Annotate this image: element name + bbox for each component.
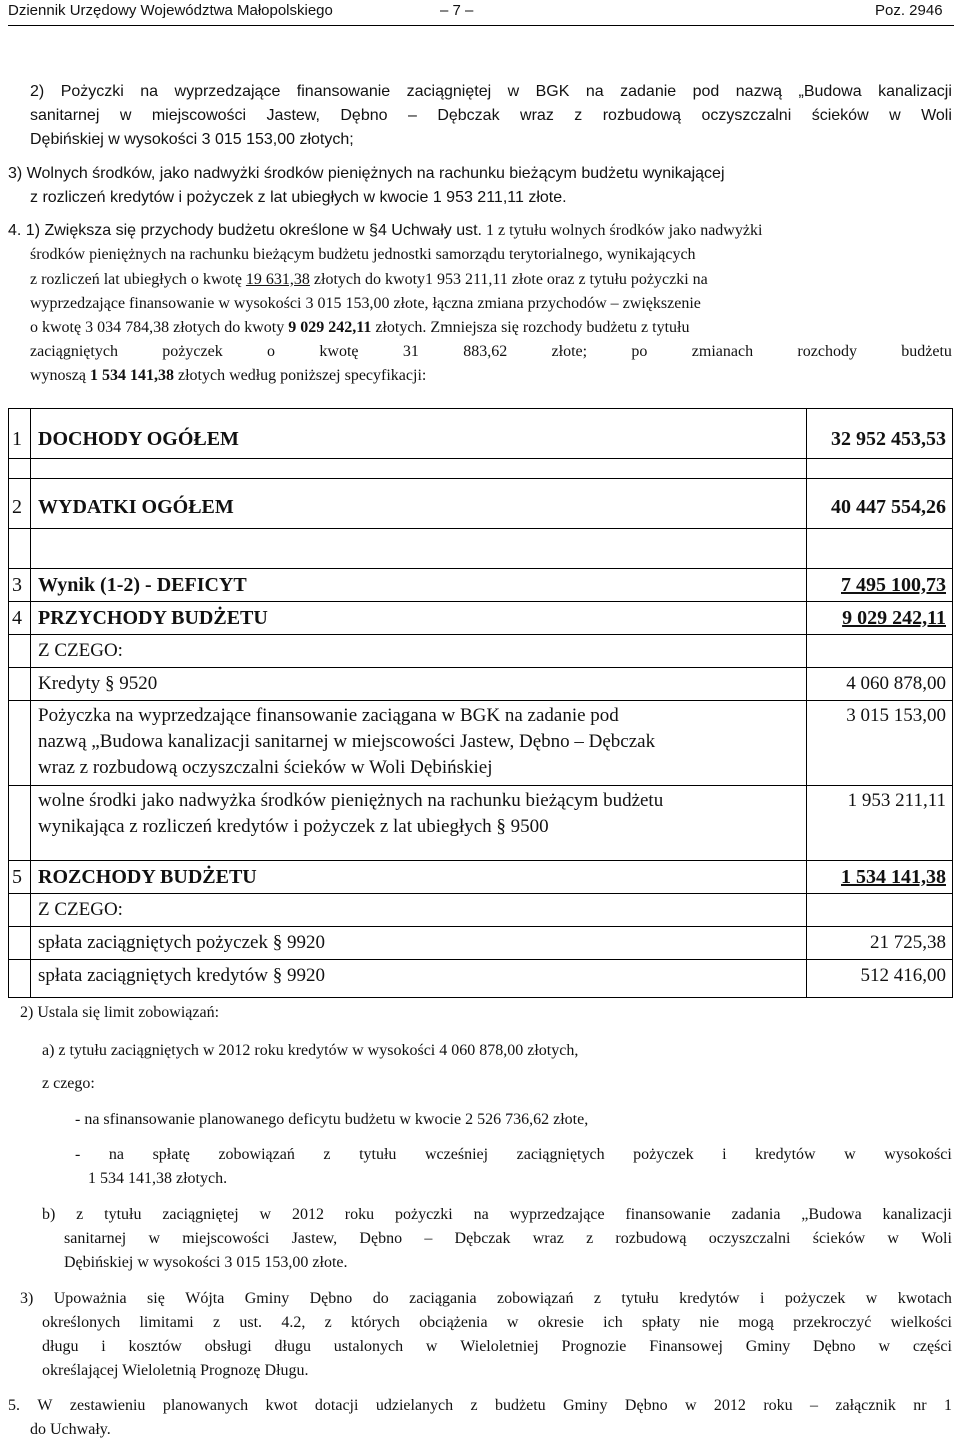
word: o — [267, 343, 276, 360]
table-rule — [8, 634, 953, 635]
word: kanalizacji — [882, 1206, 952, 1223]
word: Dębno — [340, 107, 388, 124]
word: nie — [699, 1314, 720, 1331]
word: w — [865, 1290, 878, 1307]
limits-b-line3: Dębińskiej w wysokości 3 015 153,00 złote. — [64, 1254, 348, 1271]
para5-line2: do Uchwały. — [30, 1421, 111, 1438]
table-rule — [8, 700, 953, 701]
word: – — [407, 107, 417, 124]
para3b-line2 — [42, 1313, 952, 1333]
word: pożyczek — [633, 1146, 694, 1163]
word: przekroczyć — [793, 1314, 872, 1331]
word: udzielanych — [375, 1397, 454, 1414]
para4-line3: z rozliczeń lat ubiegłych o kwotę 19 631,38 złotych do kwoty1 953 211,11 złote oraz z tytułu pożyczki na — [30, 271, 708, 288]
word: Jastew, — [291, 1230, 338, 1247]
para3b-line4: określającej Wieloletnią Prognozę Długu. — [42, 1362, 309, 1379]
word: 5. — [8, 1397, 20, 1414]
para3b-line1 — [20, 1289, 952, 1309]
word: w — [506, 1314, 519, 1331]
word: 4.2, — [281, 1314, 306, 1331]
table-rule — [8, 458, 953, 459]
row-value: 9 029 242,11 — [842, 607, 946, 629]
row-label: Wynik (1-2) - DEFICYT — [38, 574, 247, 596]
table-rule — [8, 478, 953, 479]
row-label: spłata zaciągniętych kredytów § 9920 — [38, 965, 326, 986]
word: załącznik — [835, 1397, 896, 1414]
word: Dębno — [359, 1230, 403, 1247]
word: długu — [42, 1338, 79, 1355]
limits-b-line1 — [42, 1205, 952, 1225]
amount-9029242: 9 029 242,11 — [288, 319, 372, 336]
word: Pożyczki — [60, 83, 124, 100]
word: pożyczki — [394, 1206, 453, 1223]
word: – — [424, 1230, 433, 1247]
word: zmianach — [691, 343, 754, 360]
row-value: 1 953 211,11 — [847, 790, 946, 811]
word: zobowiązań — [218, 1146, 295, 1163]
word: pożyczek — [162, 343, 223, 360]
word: Upoważnia — [53, 1290, 127, 1307]
row-value: 3 015 153,00 — [846, 705, 946, 726]
word: kredytów — [679, 1290, 740, 1307]
table-border-right — [952, 408, 953, 998]
word: na — [585, 83, 604, 100]
table-rule — [8, 926, 953, 927]
word: zestawieniu — [69, 1397, 146, 1414]
word: z — [212, 1314, 221, 1331]
limits-b-line2 — [64, 1229, 952, 1249]
para3-line1: 3) Wolnych środków, jako nadwyżki środków pieniężnych na rachunku bieżącym budżetu wynikającej — [8, 165, 725, 182]
word: Gminy — [563, 1397, 608, 1414]
word: tytułu — [104, 1206, 142, 1223]
word: rozbudową — [615, 1230, 687, 1247]
row-number: 2 — [12, 496, 22, 518]
word: się — [147, 1290, 165, 1307]
para4-line4: wyprzedzające finansowanie w wysokości 3 015 153,00 złote, łączna zmiana przychodów – zwiększenie — [30, 295, 701, 312]
word: finansowanie — [296, 83, 391, 100]
word: w — [887, 1230, 899, 1247]
word: Dębno — [813, 1338, 856, 1355]
word: w — [889, 107, 901, 124]
row-label: Z CZEGO: — [38, 640, 123, 661]
word: i — [101, 1338, 106, 1355]
word: roku — [344, 1206, 375, 1223]
word: ust. — [239, 1314, 263, 1331]
word: po — [631, 343, 648, 360]
word: oczyszczalni — [701, 107, 792, 124]
word: spłaty — [642, 1314, 681, 1331]
table-divider-value — [806, 408, 807, 998]
word: obsługi — [204, 1338, 252, 1355]
table-rule — [8, 893, 953, 894]
word: 1 — [943, 1397, 952, 1414]
table-rule — [8, 601, 953, 602]
table-rule — [8, 785, 953, 786]
word: z — [323, 1146, 331, 1163]
table-rule — [8, 408, 953, 409]
word: w — [507, 83, 520, 100]
word: w — [844, 1146, 856, 1163]
row-label: WYDATKI OGÓŁEM — [38, 496, 234, 518]
word: i — [722, 1146, 727, 1163]
word: dotacji — [314, 1397, 359, 1414]
word: planowanych — [162, 1397, 249, 1414]
word: tytułu — [359, 1146, 397, 1163]
word: rozbudową — [602, 107, 681, 124]
word: sanitarnej — [64, 1230, 127, 1247]
word: na — [108, 1146, 124, 1163]
word: kosztów — [128, 1338, 182, 1355]
word: 3) — [20, 1290, 34, 1307]
word: wraz — [532, 1230, 564, 1247]
word: z — [324, 1314, 332, 1331]
row-label: spłata zaciągniętych pożyczek § 9920 — [38, 932, 325, 953]
word: kredytów — [755, 1146, 816, 1163]
limits-dash2-line2: 1 534 141,38 złotych. — [88, 1170, 228, 1187]
journal-title: Dziennik Urzędowy Województwa Małopolskiego — [8, 2, 333, 19]
row-number: 5 — [12, 866, 22, 888]
word: budżetu — [901, 343, 952, 360]
row-label: ROZCHODY BUDŻETU — [38, 866, 257, 888]
header-rule — [8, 25, 954, 26]
row-label-line: wraz z rozbudową oczyszczalni ścieków w Woli Dębińskiej — [38, 757, 493, 778]
row-label-line: Pożyczka na wyprzedzające finansowanie zaciągana w BGK na zadanie pod — [38, 705, 619, 726]
para3-line2: z rozliczeń kredytów i pożyczek z lat ubiegłych w kwocie 1 953 211,11 złote. — [30, 189, 567, 206]
word: których — [351, 1314, 400, 1331]
word: 31 — [402, 343, 419, 360]
word: kwot — [265, 1397, 298, 1414]
word: wcześniej — [425, 1146, 489, 1163]
limits-z-czego: z czego: — [42, 1075, 95, 1092]
word: w — [148, 1230, 160, 1247]
word: z — [470, 1397, 478, 1414]
word: kanalizacji — [878, 83, 952, 100]
row-value: 21 725,38 — [870, 932, 946, 953]
word: z — [76, 1206, 84, 1223]
word: nr — [913, 1397, 927, 1414]
para2-line2 — [30, 106, 952, 126]
word: Finansowej — [649, 1338, 723, 1355]
word: W — [37, 1397, 53, 1414]
word: BGK — [535, 83, 570, 100]
row-number: 1 — [12, 428, 22, 450]
word: wysokości — [884, 1146, 952, 1163]
word: miejscowości — [182, 1230, 270, 1247]
row-label-line: nazwą „Budowa kanalizacji sanitarnej w miejscowości Jastew, Dębno – Dębczak — [38, 731, 656, 752]
amount-1534141: 1 534 141,38 — [89, 367, 174, 384]
para3b-line3 — [42, 1337, 952, 1357]
limits-dash1: - na sfinansowanie planowanego deficytu budżetu w kwocie 2 526 736,62 złote, — [75, 1111, 589, 1128]
word: zobowiązań — [497, 1290, 574, 1307]
para4-line6 — [30, 342, 952, 362]
para2-line3: Dębińskiej w wysokości 3 015 153,00 złotych; — [30, 131, 354, 148]
word: „Budowa — [801, 1206, 862, 1223]
para4-line1: 4. 1) Zwiększa się przychody budżetu określone w §4 Uchwały ust. 1 z tytułu wolnych środków jako nadwyżki — [8, 222, 763, 239]
word: pod — [692, 83, 720, 100]
para4-line7: wynoszą 1 534 141,38 złotych według poniższej specyfikacji: — [30, 367, 427, 384]
para2-line1 — [30, 82, 952, 102]
word: budżetu — [495, 1397, 546, 1414]
word: w — [684, 1397, 697, 1414]
word: oczyszczalni — [708, 1230, 791, 1247]
row-value: 4 060 878,00 — [846, 673, 946, 694]
word: 2012 — [713, 1397, 746, 1414]
word: limitami — [139, 1314, 194, 1331]
para4-line2: środków pieniężnych na rachunku bieżącym budżetu jednostki samorządu terytorialnego, wynikających — [30, 246, 696, 263]
para4-line5: o kwotę 3 034 784,38 złotych do kwoty 9 029 242,11 złotych. Zmniejsza się rozchody budżetu z tytułu — [30, 319, 690, 336]
row-value: 7 495 100,73 — [841, 574, 946, 596]
word: finansowanie — [625, 1206, 711, 1223]
word: Gminy — [244, 1290, 290, 1307]
table-rule — [8, 528, 953, 529]
word: zaciągniętych — [516, 1146, 605, 1163]
word: b) — [42, 1206, 56, 1223]
word: Jastew, — [266, 107, 320, 124]
row-number: 3 — [12, 574, 22, 596]
word: Dębczak — [454, 1230, 511, 1247]
word: zaciągniętych — [30, 343, 118, 360]
table-rule — [8, 568, 953, 569]
word: 883,62 — [463, 343, 508, 360]
word: zaciągania — [409, 1290, 477, 1307]
word: ścieków — [812, 1230, 866, 1247]
word: 2012 — [291, 1206, 324, 1223]
word: okresie — [537, 1314, 584, 1331]
word: roku — [763, 1397, 793, 1414]
word: wielkości — [890, 1314, 952, 1331]
word: rozchody — [797, 343, 857, 360]
word: Woli — [921, 107, 952, 124]
row-value: 32 952 453,53 — [831, 428, 946, 450]
word: 2) — [30, 83, 45, 100]
word: z — [593, 1290, 601, 1307]
amount-19631: 19 631,38 — [245, 271, 310, 288]
word: na — [140, 83, 159, 100]
row-label-line: wolne środki jako nadwyżka środków pieniężnych na rachunku bieżącym budżetu — [38, 790, 664, 811]
word: wyprzedzające — [509, 1206, 605, 1223]
word: ich — [603, 1314, 623, 1331]
word: miejscowości — [151, 107, 247, 124]
word: - — [75, 1146, 81, 1163]
word: spłatę — [152, 1146, 190, 1163]
word: na — [473, 1206, 489, 1223]
word: zaciągniętej — [162, 1206, 239, 1223]
row-label: PRZYCHODY BUDŻETU — [38, 607, 268, 629]
word: sanitarnej — [30, 107, 100, 124]
table-rule — [8, 997, 953, 998]
word: Wieloletniej — [460, 1338, 539, 1355]
word: ścieków — [811, 107, 869, 124]
table-rule — [8, 959, 953, 960]
word: zaciągniętej — [406, 83, 492, 100]
word: pożyczek — [784, 1290, 846, 1307]
limits-heading: 2) Ustala się limit zobowiązań: — [20, 1004, 220, 1021]
word: określonych — [42, 1314, 121, 1331]
word: zadania — [731, 1206, 781, 1223]
word: Dębno — [624, 1397, 668, 1414]
word: Prognozie — [561, 1338, 627, 1355]
page-number: – 7 – — [440, 2, 474, 19]
word: Wójta — [185, 1290, 225, 1307]
row-value: 40 447 554,26 — [831, 496, 946, 518]
table-border-left — [8, 408, 9, 998]
word: wyprzedzające — [174, 83, 281, 100]
row-label-line: wynikająca z rozliczeń kredytów i pożyczek z lat ubiegłych § 9500 — [38, 816, 549, 837]
word: części — [912, 1338, 952, 1355]
word: złote; — [551, 343, 588, 360]
word: i — [760, 1290, 765, 1307]
row-value: 512 416,00 — [860, 965, 946, 986]
word: tytułu — [621, 1290, 659, 1307]
word: z — [586, 1230, 594, 1247]
word: ustalonych — [333, 1338, 404, 1355]
position-number: Poz. 2946 — [875, 2, 943, 19]
word: w — [425, 1338, 438, 1355]
row-label: Z CZEGO: — [38, 899, 123, 920]
row-label: Kredyty § 9520 — [38, 673, 158, 694]
word: wraz — [520, 107, 554, 124]
word: Dębno — [309, 1290, 353, 1307]
para5-line1 — [8, 1396, 952, 1416]
word: kwotę — [319, 343, 359, 360]
limits-a: a) z tytułu zaciągniętych w 2012 roku kredytów w wysokości 4 060 878,00 złotych, — [42, 1042, 579, 1059]
table-divider-num — [30, 408, 31, 998]
word: nazwą — [735, 83, 783, 100]
word: Gminy — [745, 1338, 791, 1355]
word: Woli — [921, 1230, 952, 1247]
row-number: 4 — [12, 607, 22, 629]
word: z — [574, 107, 583, 124]
table-rule — [8, 667, 953, 668]
word: w — [259, 1206, 272, 1223]
row-label: DOCHODY OGÓŁEM — [38, 428, 239, 450]
word: długu — [274, 1338, 311, 1355]
word: w — [878, 1338, 891, 1355]
row-value: 1 534 141,38 — [841, 866, 946, 888]
word: obciążenia — [419, 1314, 488, 1331]
word: „Budowa — [798, 83, 862, 100]
word: – — [810, 1397, 819, 1414]
table-rule — [8, 860, 953, 861]
word: Dębczak — [437, 107, 500, 124]
word: kwotach — [897, 1290, 952, 1307]
word: mogą — [738, 1314, 774, 1331]
limits-dash2-line1 — [75, 1145, 952, 1165]
word: do — [372, 1290, 389, 1307]
word: w — [119, 107, 132, 124]
word: zadanie — [620, 83, 677, 100]
